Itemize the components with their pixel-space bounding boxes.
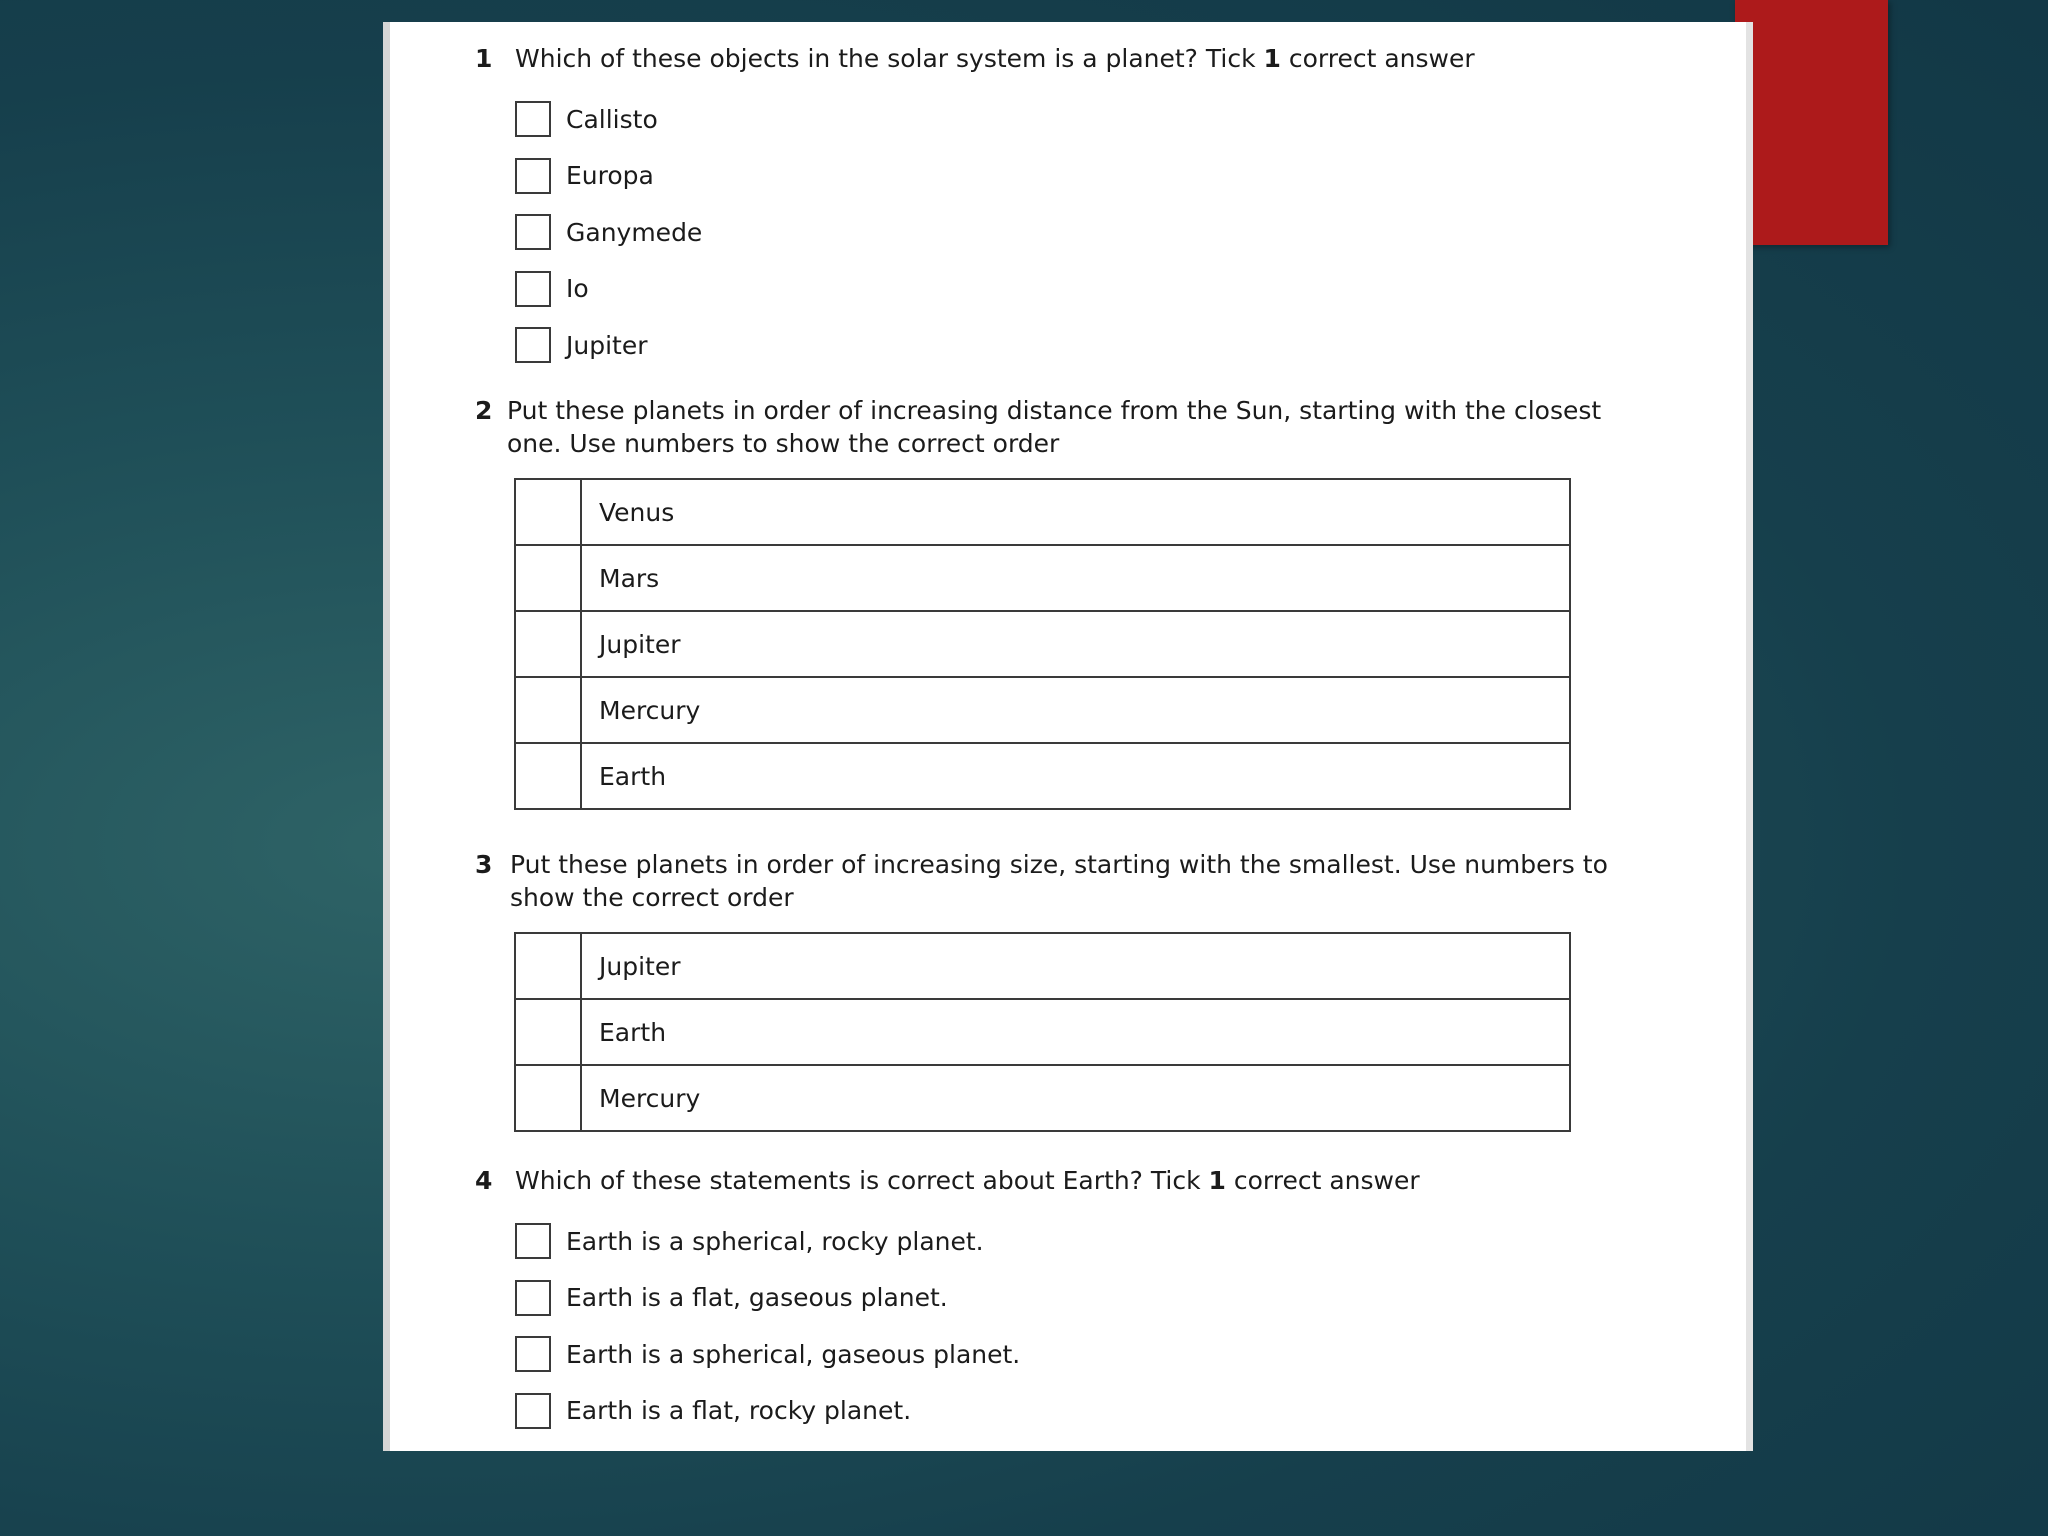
question-3-order-table <box>514 932 1571 1132</box>
option-label: Europa <box>566 161 654 190</box>
question-text: Which of these objects in the solar system is a planet? Tick 1 correct answer <box>515 44 1475 73</box>
question-2-order-table <box>514 478 1571 810</box>
option-item <box>515 1278 1020 1318</box>
table-row <box>515 677 1570 743</box>
option-label: Io <box>566 274 589 303</box>
option-label: Earth is a flat, gaseous planet. <box>566 1283 948 1312</box>
option-item <box>515 156 702 196</box>
option-item <box>515 212 702 252</box>
planet-name-cell: Earth <box>581 743 1570 809</box>
option-item <box>515 99 702 139</box>
planet-name-cell: Jupiter <box>581 933 1570 999</box>
question-number: 2 <box>475 396 493 425</box>
order-number-cell[interactable] <box>515 677 581 743</box>
tick-checkbox[interactable] <box>515 327 551 363</box>
question-number: 1 <box>475 44 493 73</box>
option-item <box>515 1391 1020 1431</box>
tick-checkbox[interactable] <box>515 101 551 137</box>
planet-name-cell: Mercury <box>581 677 1570 743</box>
tick-checkbox[interactable] <box>515 1223 551 1259</box>
order-number-cell[interactable] <box>515 743 581 809</box>
planet-name-cell: Venus <box>581 479 1570 545</box>
tick-checkbox[interactable] <box>515 271 551 307</box>
order-number-cell[interactable] <box>515 611 581 677</box>
tick-checkbox[interactable] <box>515 1336 551 1372</box>
option-label: Earth is a spherical, gaseous planet. <box>566 1339 1021 1369</box>
table-row <box>515 743 1570 809</box>
tick-checkbox[interactable] <box>515 1393 551 1429</box>
order-number-cell[interactable] <box>515 545 581 611</box>
question-3 <box>475 848 1635 914</box>
option-label: Earth is a spherical, rocky planet. <box>566 1226 984 1256</box>
option-item <box>515 269 702 309</box>
question-4 <box>475 1164 1675 1197</box>
order-number-cell[interactable] <box>515 479 581 545</box>
question-number: 4 <box>475 1166 493 1195</box>
question-number: 3 <box>475 850 493 879</box>
question-2 <box>475 394 1635 460</box>
order-number-cell[interactable] <box>515 1065 581 1131</box>
question-text: Put these planets in order of increasing distance from the Sun, starting with the closest one. Use numbers to show the correct order <box>507 396 1602 458</box>
red-accent-block <box>1735 0 1888 245</box>
option-label: Ganymede <box>566 217 703 247</box>
tick-checkbox[interactable] <box>515 158 551 194</box>
table-row <box>515 999 1570 1065</box>
worksheet-page <box>383 22 1753 1451</box>
table-row <box>515 933 1570 999</box>
planet-name-cell: Jupiter <box>581 611 1570 677</box>
question-text: Put these planets in order of increasing size, starting with the smallest. Use numbers to show the correct order <box>510 850 1608 912</box>
planet-name-cell: Mercury <box>581 1065 1570 1131</box>
table-row <box>515 479 1570 545</box>
question-1-options <box>515 99 702 382</box>
option-label: Jupiter <box>566 330 648 360</box>
option-item <box>515 1334 1020 1374</box>
option-item <box>515 1221 1020 1261</box>
table-row <box>515 611 1570 677</box>
table-row <box>515 545 1570 611</box>
planet-name-cell: Earth <box>581 999 1570 1065</box>
option-label: Callisto <box>566 104 658 134</box>
option-label: Earth is a flat, rocky planet. <box>566 1396 912 1425</box>
tick-checkbox[interactable] <box>515 1280 551 1316</box>
question-text: Which of these statements is correct about Earth? Tick 1 correct answer <box>515 1166 1420 1195</box>
table-row <box>515 1065 1570 1131</box>
order-number-cell[interactable] <box>515 933 581 999</box>
tick-checkbox[interactable] <box>515 214 551 250</box>
planet-name-cell: Mars <box>581 545 1570 611</box>
question-1 <box>475 42 1675 75</box>
option-item <box>515 325 702 365</box>
order-number-cell[interactable] <box>515 999 581 1065</box>
question-4-options <box>515 1221 1020 1447</box>
